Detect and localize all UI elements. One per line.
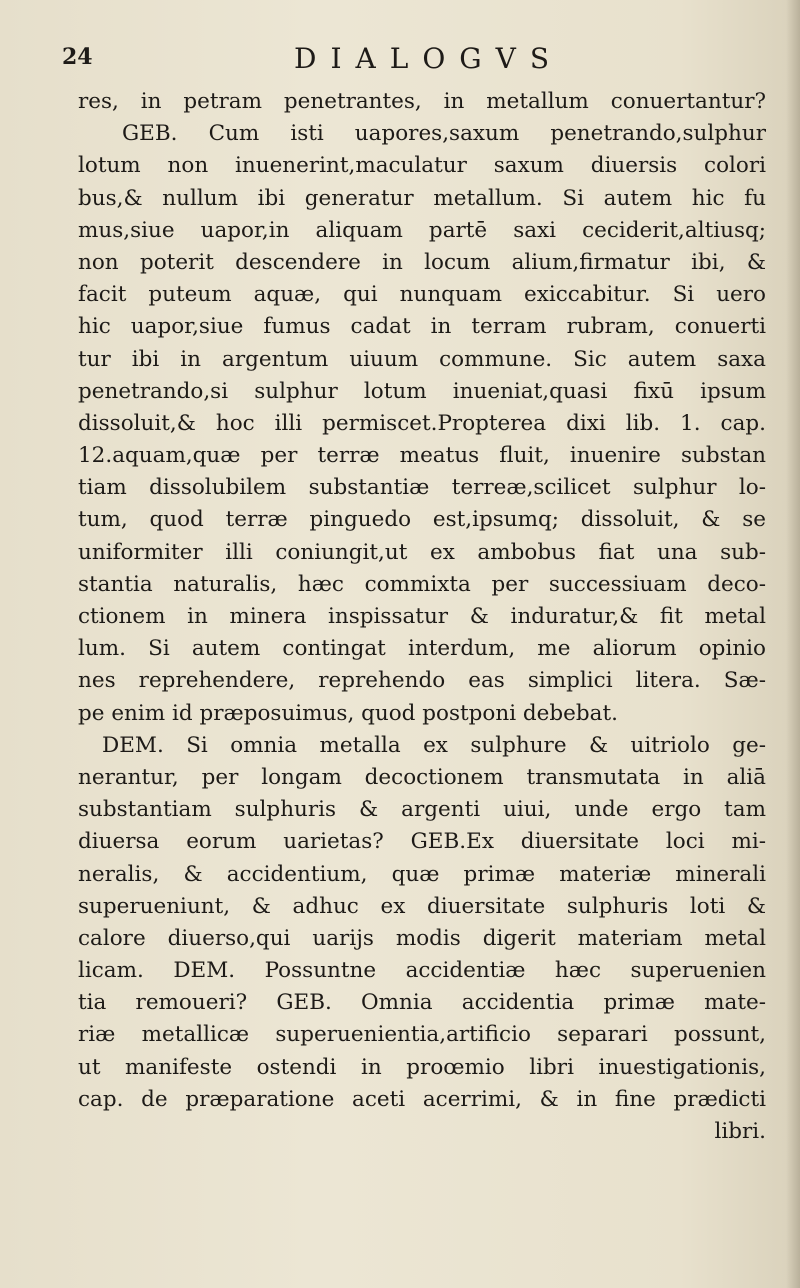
text-line: bus,& nullum ibi generatur metallum. Si autem hic fu [78,185,766,211]
text-line: superueniunt, & adhuc ex diuersitate sulphuris loti & [78,893,766,919]
text-line: libri. [714,1119,766,1144]
text-line: tiam dissolubilem substantiæ terreæ,scilicet sulphur lo- [78,475,766,501]
text-line: licam. DEM. Possuntne accidentiæ hæc superuenien [78,958,766,984]
running-title: DIALOGVS [294,42,564,75]
text-line: substantiam sulphuris & argenti uiui, unde ergo tam [78,797,766,823]
text-line: GEB. Cum isti uapores,saxum penetrando,sulphur [122,121,766,147]
text-line: cap. de præparatione aceti acerrimi, & in fine prædicti [78,1086,766,1112]
page-header [62,38,762,78]
text-line: lotum non inuenerint,maculatur saxum diuersis colori [78,153,766,179]
text-line: penetrando,si sulphur lotum inueniat,quasi fixū ipsum [78,378,766,404]
text-line: facit puteum aquæ, qui nunquam exiccabitur. Si uero [78,282,766,308]
text-line: hic uapor,siue fumus cadat in terram rubram, conuerti [78,314,766,340]
text-line: uniformiter illi coniungit,ut ex ambobus fiat una sub- [78,539,766,565]
text-line: nerantur, per longam decoctionem transmutata in aliā [78,764,766,790]
text-line: stantia naturalis, hæc commixta per successiuam deco- [78,571,766,597]
text-line: mus,siue uapor,in aliquam partē saxi ceciderit,altiusq; [78,217,766,243]
text-line: tur ibi in argentum uiuum commune. Sic autem saxa [78,346,766,372]
page-number: 24 [62,44,93,70]
text-line: res, in petram penetrantes, in metallum conuertantur? [78,89,766,114]
text-line: non poterit descendere in locum alium,firmatur ibi, & [78,249,766,275]
body-text [78,86,766,1148]
text-line: diuersa eorum uarietas? GEB.Ex diuersitate loci mi- [78,829,766,855]
text-line: calore diuerso,qui uarijs modis digerit materiam metal [78,925,766,951]
text-line: ctionem in minera inspissatur & induratur,& fit metal [78,604,766,629]
text-line: riæ metallicæ superuenientia,artificio separari possunt, [78,1022,766,1048]
text-line: DEM. Si omnia metalla ex sulphure & uitriolo ge- [102,732,766,758]
text-line: tia remoueri? GEB. Omnia accidentia primæ mate- [78,990,766,1016]
text-line: dissoluit,& hoc illi permiscet.Propterea dixi lib. 1. cap. [78,410,766,436]
text-line: 12.aquam,quæ per terræ meatus fluit, inuenire substan [78,443,766,469]
text-line: pe enim id præposuimus, quod postponi debebat. [78,700,618,726]
text-line: lum. Si autem contingat interdum, me aliorum opinio [78,636,766,662]
text-line: ut manifeste ostendi in proœmio libri inuestigationis, [78,1054,766,1080]
text-line: neralis, & accidentium, quæ primæ materiæ minerali [78,861,766,887]
page-edge-shadow [786,0,800,1288]
text-line: nes reprehendere, reprehendo eas simplici litera. Sæ- [78,668,766,694]
text-line: tum, quod terræ pinguedo est,ipsumq; dissoluit, & se [78,507,766,533]
